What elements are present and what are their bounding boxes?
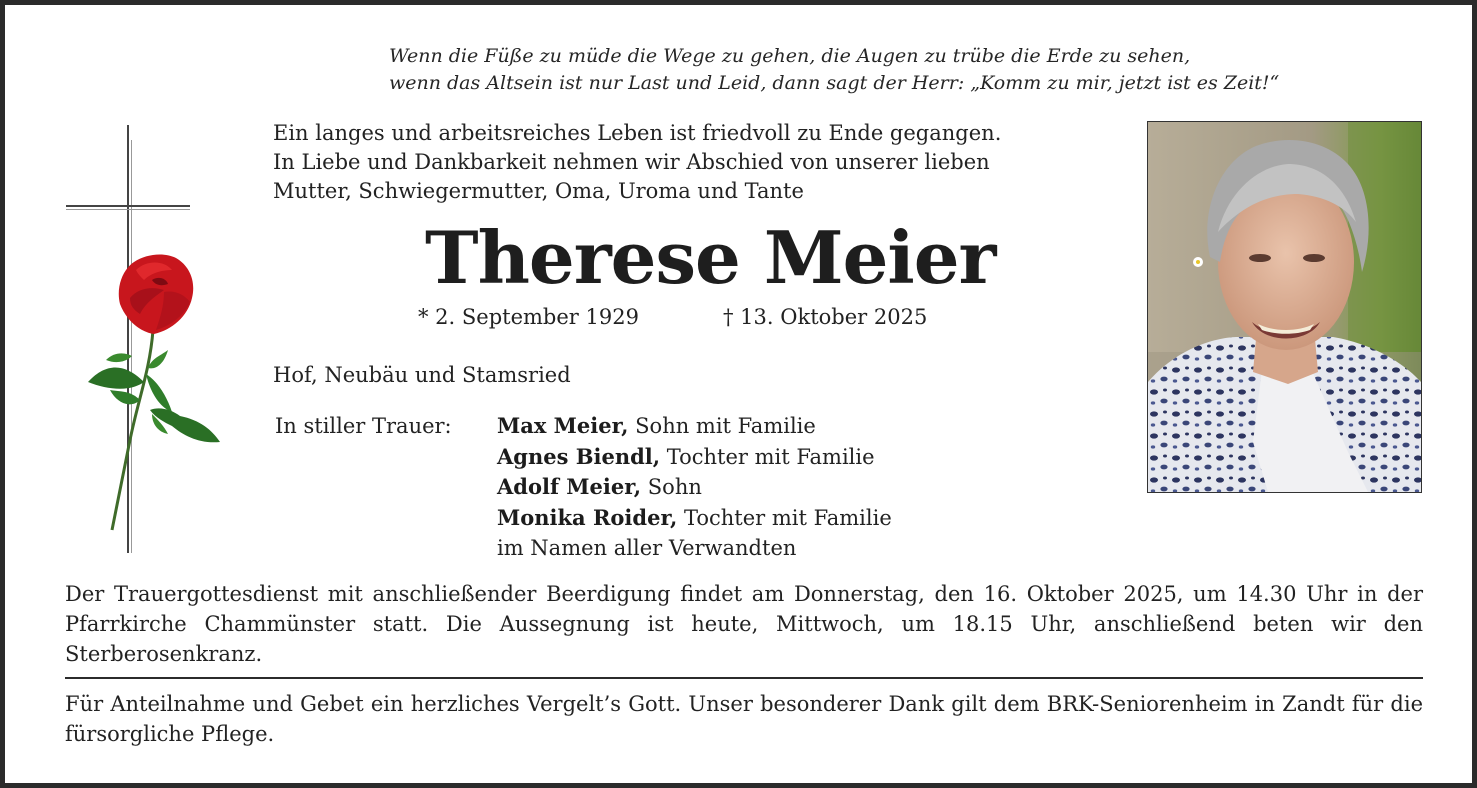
portrait-photo	[1147, 121, 1422, 493]
quote-line-2: wenn das Altsein ist nur Last und Leid, dann sagt der Herr: „Komm zu mir, jetzt ist es Zeit!“	[389, 72, 1280, 94]
places: Hof, Neubäu und Stamsried	[273, 363, 571, 387]
mourners-closing: im Namen aller Verwandten	[497, 536, 797, 560]
mourner-relation: Sohn mit Familie	[628, 414, 816, 438]
rose-icon	[88, 255, 220, 530]
divider	[65, 677, 1423, 679]
mourner-name: Monika Roider,	[497, 504, 678, 530]
mourner-name: Agnes Biendl,	[497, 443, 661, 469]
intro-line-3: Mutter, Schwiegermutter, Oma, Uroma und Tante	[273, 179, 804, 203]
cross-icon	[66, 125, 190, 553]
quote-line-1: Wenn die Füße zu müde die Wege zu gehen, die Augen zu trübe die Erde zu sehen,	[389, 45, 1191, 67]
funeral-service-text: Der Trauergottesdienst mit anschließender Beerdigung findet am Donnerstag, den 16. Oktober 2025, um 14.30 Uhr in der Pfarrkirche Chammünster statt. Die Aussegnung ist heute, Mittwoch, um 18.15 Uhr, anschließend beten wir den Sterberosenkranz.	[65, 582, 1423, 666]
thanks-text: Für Anteilnahme und Gebet ein herzliches Vergelt’s Gott. Unser besonderer Dank gilt dem BRK-Seniorenheim in Zandt für die fürsorgliche Pflege.	[65, 692, 1423, 746]
death-date: † 13. Oktober 2025	[723, 305, 928, 329]
mourner-relation: Sohn	[641, 475, 702, 499]
mourner-relation: Tochter mit Familie	[677, 505, 892, 530]
intro-text	[273, 119, 1133, 206]
cross-rose-illustration	[60, 120, 230, 560]
mourner-name: Max Meier,	[497, 413, 629, 438]
mourner-row	[497, 503, 892, 534]
mourner-relation: Tochter mit Familie	[660, 444, 875, 469]
mourner-row	[497, 442, 892, 473]
mourner-row	[497, 411, 892, 442]
portrait-image	[1148, 122, 1421, 492]
mourner-row	[497, 472, 892, 503]
intro-line-1: Ein langes und arbeitsreiches Leben ist friedvoll zu Ende gegangen.	[273, 121, 1002, 145]
birth-date: * 2. September 1929	[418, 305, 639, 329]
mourner-name: Adolf Meier,	[497, 474, 642, 499]
poem-quote	[389, 43, 1449, 97]
intro-line-2: In Liebe und Dankbarkeit nehmen wir Abschied von unserer lieben	[273, 150, 990, 174]
mourners-list	[497, 411, 892, 564]
mourners-label: In stiller Trauer:	[275, 414, 452, 438]
deceased-name: Therese Meier	[425, 215, 996, 300]
